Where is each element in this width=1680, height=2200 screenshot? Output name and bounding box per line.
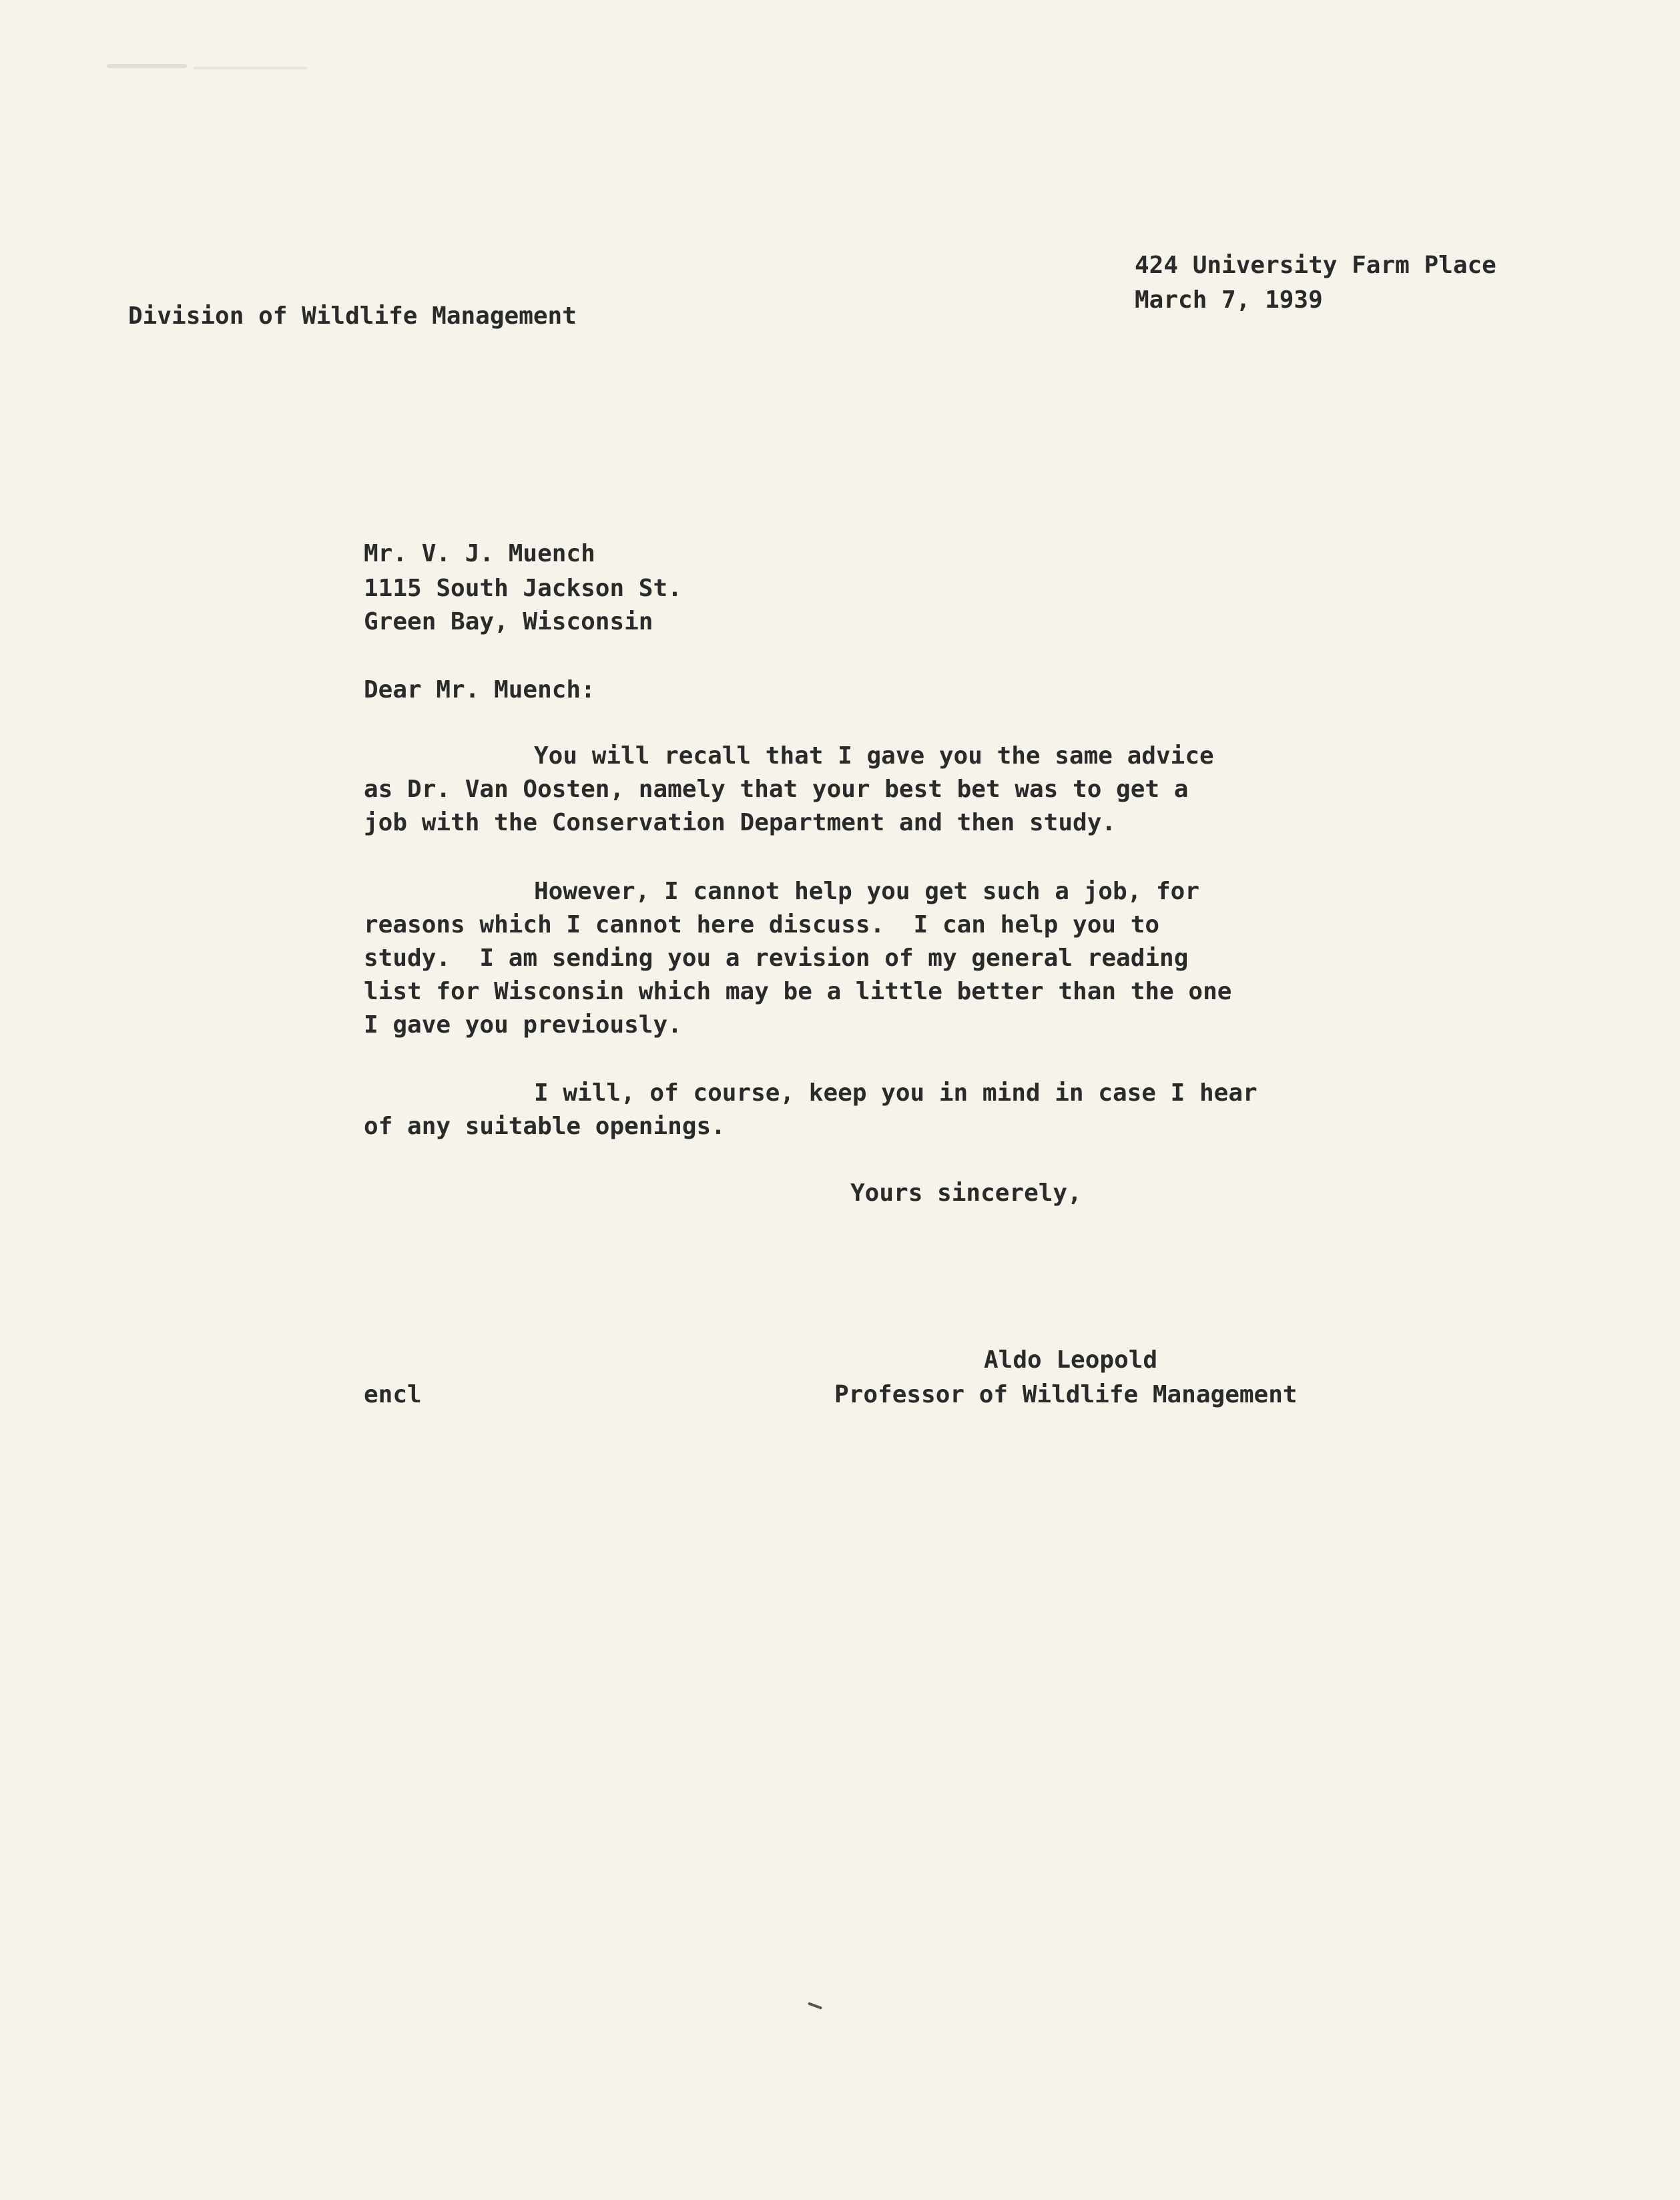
signer-title: Professor of Wildlife Management <box>834 1381 1298 1408</box>
return-address: 424 University Farm Place <box>1135 252 1496 279</box>
recipient-name: Mr. V. J. Muench <box>364 540 595 567</box>
body-line: However, I cannot help you get such a job, for <box>534 878 1199 905</box>
body-line: reasons which I cannot here discuss. I can help you to <box>364 911 1160 938</box>
recipient-street: 1115 South Jackson St. <box>364 575 682 602</box>
paper-speck <box>808 2002 822 2009</box>
enclosure-note: encl <box>364 1381 422 1408</box>
faint-smudge <box>194 67 307 69</box>
faint-smudge <box>107 64 187 68</box>
signer-name: Aldo Leopold <box>984 1346 1158 1374</box>
division-heading: Division of Wildlife Management <box>128 302 577 330</box>
body-line: I will, of course, keep you in mind in case I hear <box>534 1079 1257 1107</box>
body-line: study. I am sending you a revision of my general reading <box>364 944 1189 972</box>
body-line: of any suitable openings. <box>364 1113 726 1140</box>
body-line: I gave you previously. <box>364 1011 682 1039</box>
body-line: You will recall that I gave you the same advice <box>534 742 1214 770</box>
recipient-city: Green Bay, Wisconsin <box>364 608 653 635</box>
salutation: Dear Mr. Muench: <box>364 676 595 704</box>
body-line: job with the Conservation Department and then study. <box>364 809 1117 836</box>
body-line: as Dr. Van Oosten, namely that your best bet was to get a <box>364 776 1189 803</box>
letter-date: March 7, 1939 <box>1135 286 1323 314</box>
closing: Yours sincerely, <box>850 1179 1082 1207</box>
body-line: list for Wisconsin which may be a little better than the one <box>364 978 1232 1005</box>
